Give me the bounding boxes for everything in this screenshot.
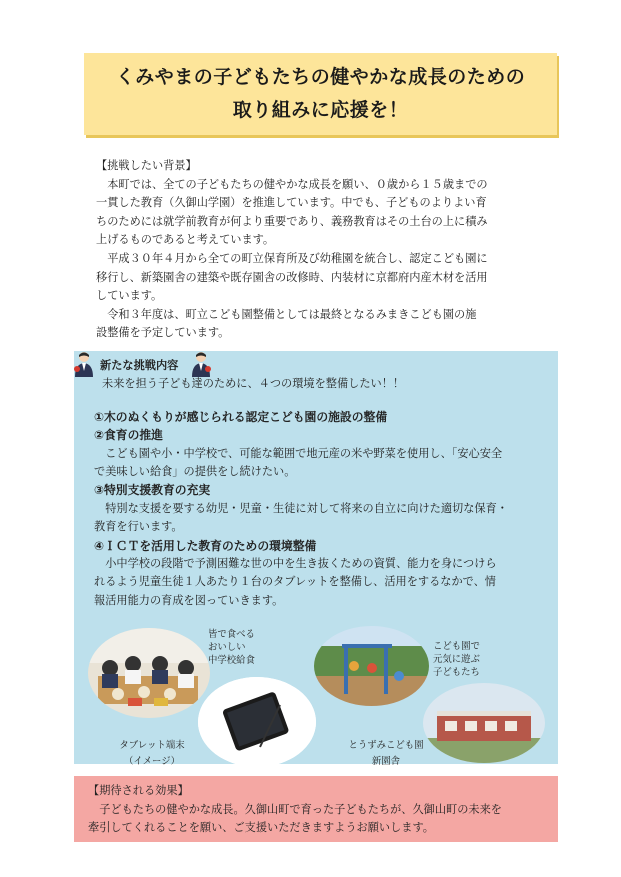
- caption-line: 中学校給食: [208, 655, 255, 666]
- background-text: 令和３年度は、町立こども園整備としては最終となるみまきこども園の施: [107, 307, 477, 321]
- school-lunch-photo: [88, 628, 210, 718]
- background-heading: 【挑戦したい背景】: [96, 159, 197, 172]
- tablet-photo: [198, 677, 316, 767]
- background-text: 本町では、全ての子どもたちの健やかな成長を願い、０歳から１５歳までの: [107, 177, 488, 191]
- effect-section: [74, 776, 558, 842]
- challenge-heading: 新たな挑戦内容: [100, 359, 179, 372]
- play-caption: [433, 640, 480, 679]
- item-title: ④ＩＣＴを活用した教育のための環境整備: [94, 538, 317, 553]
- caption-line: 子どもたち: [433, 667, 480, 678]
- item-text: 特別な支援を要する幼児・児童・生徒に対して将来の自立に向けた適切な保育・: [105, 501, 508, 515]
- caption-line: （イメージ）: [124, 756, 180, 767]
- background-text: 移行し、新築園舎の建築や既存園舎の改修時、内装材に京都府内産木材を活用: [96, 270, 488, 284]
- person-icon: [73, 351, 95, 377]
- effect-heading: 【期待される効果】: [88, 784, 189, 797]
- item-title: ③特別支援教育の充実: [94, 483, 211, 498]
- item-text: で美味しい給食」の提供をし続けたい。: [94, 465, 296, 479]
- caption-line: とうずみこども園: [348, 740, 424, 751]
- playground-photo: [314, 626, 429, 706]
- background-text: 上げるものであると考えています。: [96, 233, 275, 247]
- caption-line: 皆で食べる: [208, 629, 255, 640]
- caption-line: 元気に遊ぶ: [433, 654, 480, 665]
- background-text: ちのためには就学前教育が何より重要であり、義務教育はその土台の上に積み: [96, 214, 488, 228]
- person-icon: [190, 351, 212, 377]
- item-text: 小中学校の段階で予測困難な世の中を生き抜くための資質、能力を身につけら: [105, 557, 497, 571]
- item-text: こども園や小・中学校で、可能な範囲で地元産の米や野菜を使用し、「安心安全: [105, 446, 503, 460]
- item-text: 報活用能力の育成を図っていきます。: [94, 593, 284, 607]
- effect-text: 牽引してくれることを願い、ご支援いただきますようお願いします。: [88, 821, 434, 835]
- building-caption: [338, 738, 434, 770]
- background-text: 一貫した教育（久御山学園）を推進しています。中でも、子どものよりよい育: [96, 196, 487, 210]
- background-section: [96, 157, 544, 343]
- caption-line: タブレット端末: [119, 740, 185, 751]
- caption-line: 新園舎: [371, 756, 401, 767]
- title-banner: [84, 53, 557, 135]
- item-title: ①木のぬくもりが感じられる認定こども園の施設の整備: [94, 409, 388, 424]
- item-title: ②食育の推進: [94, 428, 163, 443]
- title-line-1: くみやまの子どもたちの健やかな成長のための: [115, 66, 526, 88]
- challenge-intro: 未来を担う子ども達のために、４つの環境を整備したい！！: [102, 377, 405, 391]
- background-text: 平成３０年４月から全ての町立保育所及び幼稚園を統合し、認定こども園に: [107, 251, 488, 265]
- effect-text: 子どもたちの健やかな成長。久御山町で育った子どもたちが、久御山町の未来を: [99, 802, 502, 816]
- item-text: れるよう児童生徒１人あたり１台のタブレットを整備し、活用をするなかで、情: [94, 575, 496, 589]
- item-text: 教育を行います。: [94, 520, 183, 534]
- new-building-photo: [423, 683, 545, 763]
- caption-line: こども園で: [433, 641, 480, 652]
- background-text: 設整備を予定しています。: [96, 326, 230, 340]
- tablet-caption: [112, 738, 192, 770]
- background-text: しています。: [96, 289, 163, 303]
- title-line-2: 取り組みに応援を！: [232, 99, 409, 121]
- caption-line: おいしい: [208, 642, 246, 653]
- lunch-caption: [208, 628, 255, 667]
